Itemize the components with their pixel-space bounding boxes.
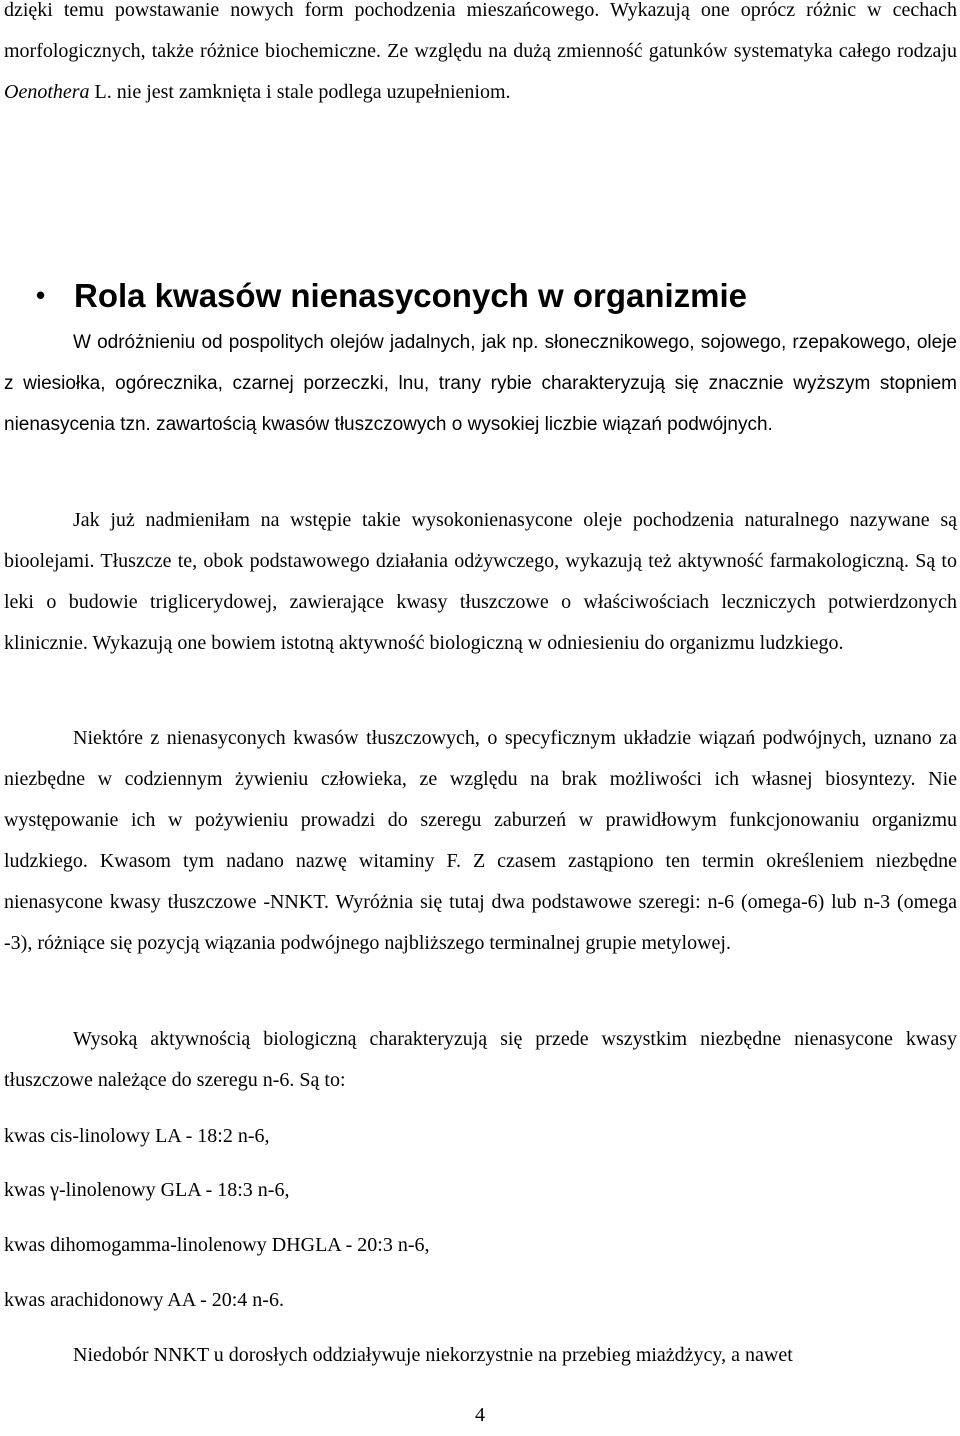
acid-list-item-gla: kwas γ-linolenowy GLA - 18:3 n-6, [4, 1179, 290, 1201]
paragraph-oenothera [4, 0, 957, 113]
paragraph-last: Niedobór NNKT u dorosłych oddziaływuje niekorzystnie na przebieg miażdżycy, a nawet [73, 1344, 793, 1366]
genus-name-italic: Oenothera [4, 81, 90, 103]
paragraph-intro: W odróżnieniu od pospolitych olejów jadalnych, jak np. słonecznikowego, sojowego, rzepakowego, oleje z wiesiołka, ogórecznika, czarnej porzeczki, lnu, trany rybie charakteryzują się znacznie wyższym stopniem nienasycenia tzn. zawartością kwasów tłuszczowych o wysokiej liczbie wiązań podwójnych. [4, 332, 957, 435]
acid-list-item-aa: kwas arachidonowy AA - 20:4 n-6. [4, 1289, 284, 1311]
acid-list-item-la: kwas cis-linolowy LA - 18:2 n-6, [4, 1125, 270, 1147]
bullet-icon: • [36, 280, 46, 310]
section-heading [36, 270, 747, 321]
paragraph-bioolej: Jak już nadmieniłam na wstępie takie wysokonienasycone oleje pochodzenia naturalnego nazywane są bioolejami. Tłuszcze te, obok podstawowego działania odżywczego, wykazują też aktywność farmakologiczną. Są to leki o budowie triglicerydowej, zawierające kwasy tłuszczowe o właściwościach leczniczych potwierdzonych klinicznie. Wykazują one bowiem istotną aktywność biologiczną w odniesieniu do organizmu ludzkiego. [4, 509, 957, 654]
paragraph-oenothera-text-2: L. nie jest zamknięta i stale podlega uzupełnieniom. [89, 81, 511, 103]
paragraph-activity: Wysoką aktywnością biologiczną charakteryzują się przede wszystkim niezbędne nienasycone kwasy tłuszczowe należące do szeregu n-6. Są to: [4, 1028, 957, 1091]
paragraph-nnkt: Niektóre z nienasyconych kwasów tłuszczowych, o specyficznym układzie wiązań podwójnych, uznano za niezbędne w codziennym żywieniu człowieka, ze względu na brak możliwości ich własnej biosyntezy. Nie występowanie ich w pożywieniu prowadzi do szeregu zaburzeń w prawidłowym funkcjonowaniu organizmu ludzkiego. Kwasom tym nadano nazwę witaminy F. Z czasem zastąpiono ten termin określeniem niezbędne nienasycone kwasy tłuszczowe -NNKT. Wyróżnia się tutaj dwa podstawowe szeregi: n-6 (omega-6) lub n-3 (omega -3), różniące się pozycją wiązania podwójnego najbliższego terminalnej grupie metylowej. [4, 727, 957, 954]
paragraph-oenothera-text-1: dzięki temu powstawanie nowych form pochodzenia mieszańcowego. Wykazują one oprócz różnic w cechach morfologicznych, także różnice biochemiczne. Ze względu na dużą zmienność gatunków systematyka całego rodzaju [4, 0, 957, 62]
section-heading-text: Rola kwasów nienasyconych w organizmie [74, 277, 748, 314]
page-number: 4 [475, 1404, 485, 1426]
acid-list-item-dhgla: kwas dihomogamma-linolenowy DHGLA - 20:3 n-6, [4, 1234, 430, 1256]
